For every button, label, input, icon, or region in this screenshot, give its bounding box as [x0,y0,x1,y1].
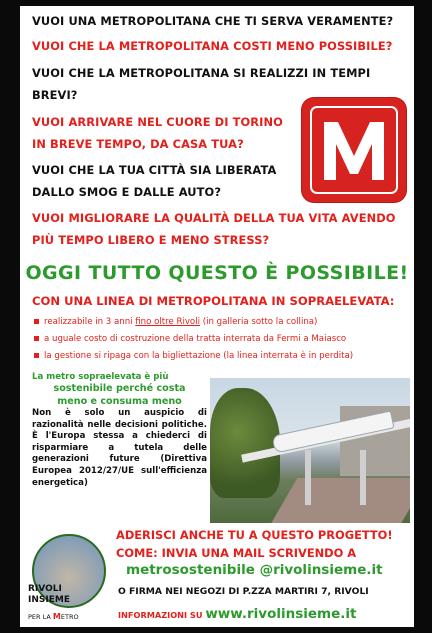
question-6-line2: PIÙ TEMPO LIBERO E MENO STRESS? [32,233,270,247]
bullet-square-icon [34,319,39,324]
poster [20,6,414,627]
question-1: VUOI UNA METROPOLITANA CHE TI SERVA VERAMENTE? [32,14,394,28]
rivoli-insieme-logo: RIVOLI INSIEME PER LA METRO [28,534,110,624]
question-4-line1: VUOI ARRIVARE NEL CUORE DI TORINO [32,115,283,129]
sustainability-claim-2: meno e consuma meno [57,395,182,407]
question-2: VUOI CHE LA METROPOLITANA COSTI MENO POSSIBILE? [32,39,393,53]
contact-email: metrosostenibile @rivolinsieme.it [126,562,383,578]
sign-location: O FIRMA NEI NEGOZI DI P.ZZA MARTIRI 7, RIVOLI [118,586,369,597]
question-3-line1: VUOI CHE LA METROPOLITANA SI REALIZZI IN TEMPI [32,66,371,80]
benefit-link-text: fino oltre Rivoli [135,317,200,327]
sustainability-text [32,372,207,489]
question-3-line2: BREVI? [32,88,78,102]
benefit-item: realizzabile in 3 anni fino oltre Rivoli (in galleria sotto la collina) [34,314,353,331]
headline: OGGI TUTTO QUESTO È POSSIBILE! [25,262,409,284]
sustainability-claim-1: sostenibile perché costa [53,383,186,394]
call-to-action: ADERISCI ANCHE TU A QUESTO PROGETTO! [116,528,393,542]
question-4-line2: IN BREVE TEMPO, DA CASA TUA? [32,137,244,151]
benefit-item: a uguale costo di costruzione della tratta interrata da Fermi a Maiasco [34,331,353,348]
metro-m-icon [302,98,406,202]
question-5-line1: VUOI CHE LA TUA CITTÀ SIA LIBERATA [32,163,277,177]
website: www.rivolinsieme.it [205,606,357,622]
bullet-square-icon [34,353,39,358]
bullet-square-icon [34,336,39,341]
elevated-metro-photo [210,378,410,523]
subheadline: CON UNA LINEA DI METROPOLITANA IN SOPRAELEVATA: [32,294,395,308]
sustainability-intro: La metro sopraelevata è più [32,372,169,382]
benefits-list [34,314,353,365]
metro-m-logo [302,98,406,202]
question-6-line1: VUOI MIGLIORARE LA QUALITÀ DELLA TUA VITA AVENDO [32,211,396,225]
sustainability-body: Non è solo un auspicio di razionalità nelle decisioni politiche. È l'Europa stessa a chiederci di risparmiare a tutela delle generazioni future (Direttiva Europea 2012/27/UE sull'efficienza energetica) [32,408,207,488]
info-line [118,603,357,622]
info-label: INFORMAZIONI SU [118,610,206,620]
question-5-line2: DALLO SMOG E DALLE AUTO? [32,185,222,199]
benefit-item: la gestione si ripaga con la bigliettazione (la linea interrata è in perdita) [34,348,353,365]
how-to-join: COME: INVIA UNA MAIL SCRIVENDO A [116,546,357,560]
